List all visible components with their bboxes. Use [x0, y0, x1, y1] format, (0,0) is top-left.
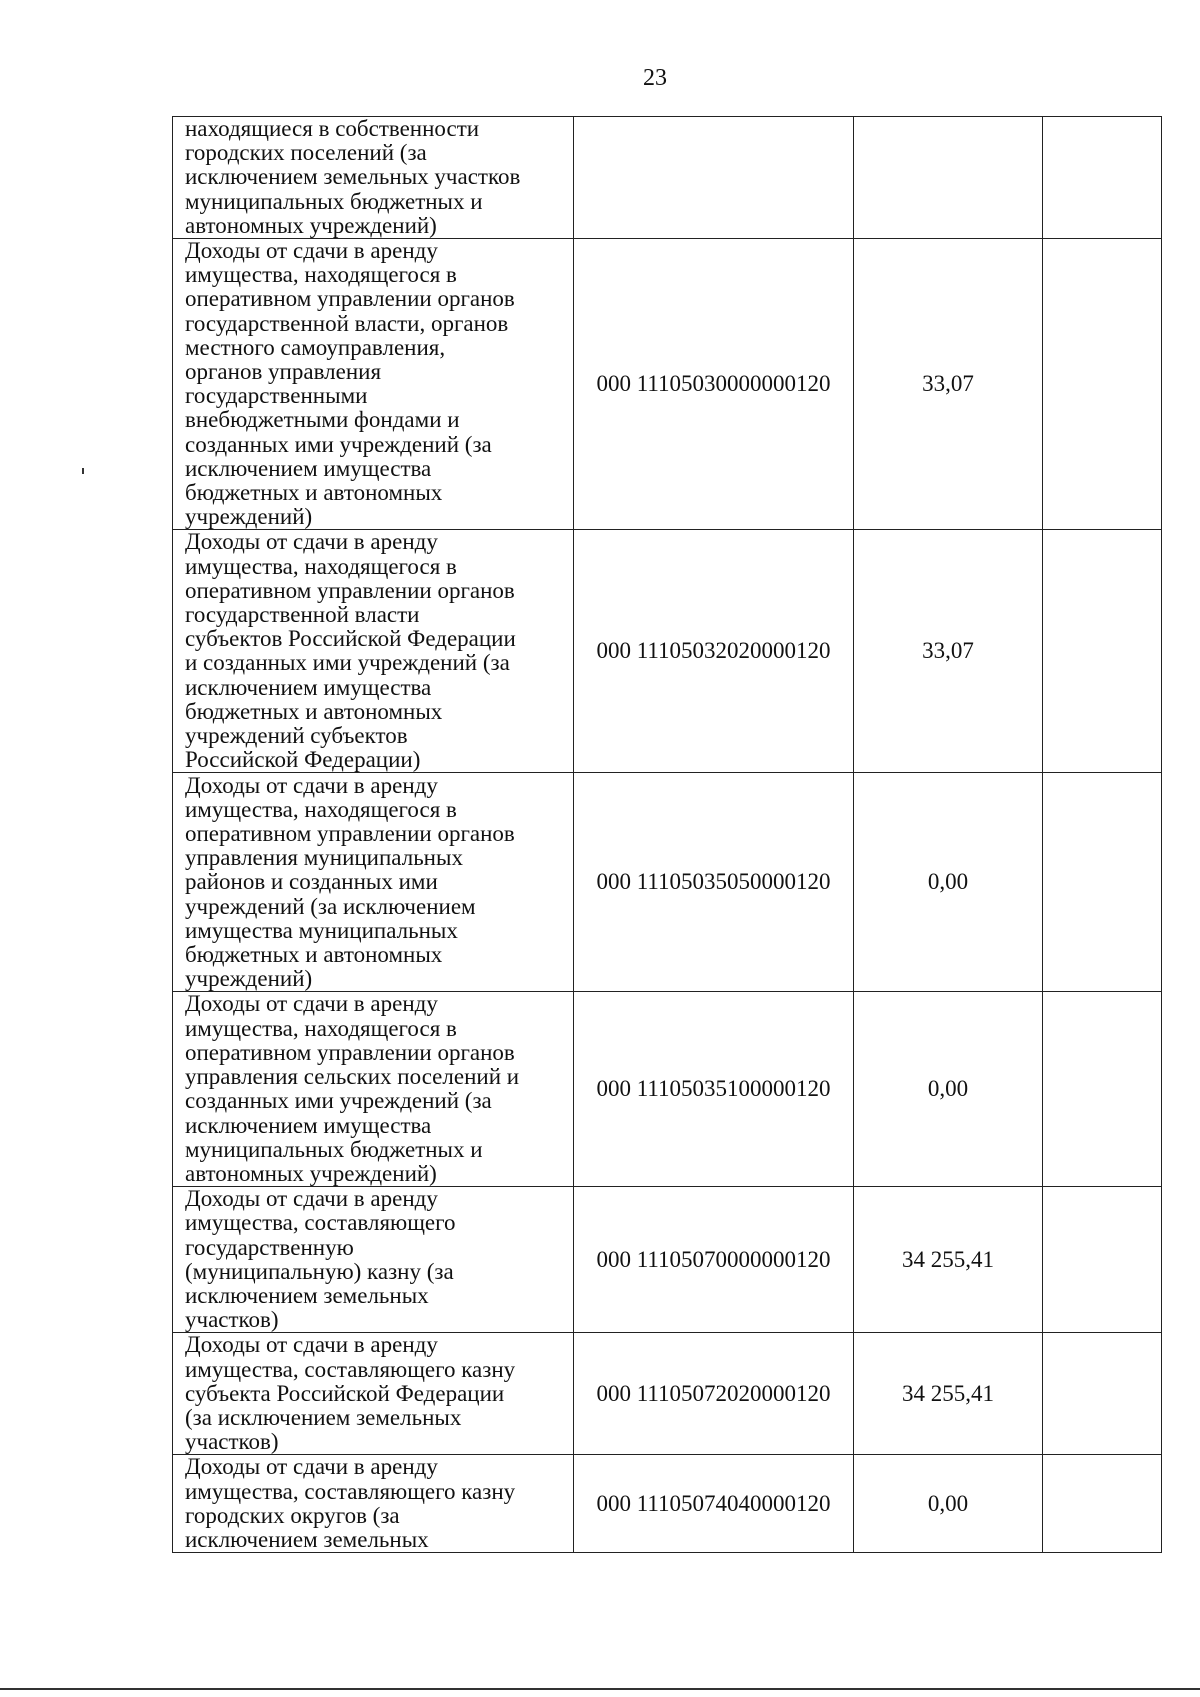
margin-mark	[82, 468, 84, 474]
row-description: Доходы от сдачи в аренду имущества, находящегося в оперативном управлении органов управления сельских поселений и созданных ими учреждений (за исключением имущества муниципальных бюджетных и автономных учреждений)	[173, 992, 574, 1187]
row-description: Доходы от сдачи в аренду имущества, находящегося в оперативном управлении органов государственной власти, органов местного самоуправления, органов управления государственными внебюджетными фондами и созданных ими учреждений (за исключением имущества бюджетных и автономных учреждений)	[173, 239, 574, 530]
row-extra	[1043, 1455, 1162, 1553]
row-description: Доходы от сдачи в аренду имущества, составляющего казну субъекта Российской Федерации (за исключением земельных участков)	[173, 1333, 574, 1455]
row-extra	[1043, 117, 1162, 239]
table-row	[173, 1187, 1162, 1333]
row-value: 34 255,41	[854, 1333, 1043, 1455]
row-code: 000 11105074040000120	[574, 1455, 854, 1553]
table-row	[173, 530, 1162, 773]
row-description: Доходы от сдачи в аренду имущества, составляющего казну городских округов (за исключением земельных	[173, 1455, 574, 1553]
row-description: Доходы от сдачи в аренду имущества, составляющего государственную (муниципальную) казну (за исключением земельных участков)	[173, 1187, 574, 1333]
row-value	[854, 117, 1043, 239]
table-row	[173, 239, 1162, 530]
row-extra	[1043, 1333, 1162, 1455]
row-description: Доходы от сдачи в аренду имущества, находящегося в оперативном управлении органов управления муниципальных районов и созданных ими учреждений (за исключением имущества муниципальных бюджетных и автономных учреждений)	[173, 773, 574, 992]
bottom-rule	[0, 1688, 1200, 1690]
table-row	[173, 117, 1162, 239]
row-description: находящиеся в собственности городских поселений (за исключением земельных участков муниципальных бюджетных и автономных учреждений)	[173, 117, 574, 239]
row-value: 33,07	[854, 530, 1043, 773]
row-extra	[1043, 773, 1162, 992]
row-code	[574, 117, 854, 239]
income-table	[172, 116, 1162, 1553]
row-description: Доходы от сдачи в аренду имущества, находящегося в оперативном управлении органов государственной власти субъектов Российской Федерации и созданных ими учреждений (за исключением имущества бюджетных и автономных учреждений субъектов Российской Федерации)	[173, 530, 574, 773]
row-code: 000 11105030000000120	[574, 239, 854, 530]
table-row	[173, 773, 1162, 992]
row-value: 34 255,41	[854, 1187, 1043, 1333]
row-value: 33,07	[854, 239, 1043, 530]
row-code: 000 11105035050000120	[574, 773, 854, 992]
table-row	[173, 992, 1162, 1187]
row-code: 000 11105035100000120	[574, 992, 854, 1187]
page-number: 23	[643, 65, 667, 91]
row-value: 0,00	[854, 1455, 1043, 1553]
row-extra	[1043, 239, 1162, 530]
row-code: 000 11105070000000120	[574, 1187, 854, 1333]
row-value: 0,00	[854, 773, 1043, 992]
table-row	[173, 1455, 1162, 1553]
row-code: 000 11105032020000120	[574, 530, 854, 773]
row-code: 000 11105072020000120	[574, 1333, 854, 1455]
row-extra	[1043, 530, 1162, 773]
row-value: 0,00	[854, 992, 1043, 1187]
row-extra	[1043, 1187, 1162, 1333]
table-row	[173, 1333, 1162, 1455]
row-extra	[1043, 992, 1162, 1187]
